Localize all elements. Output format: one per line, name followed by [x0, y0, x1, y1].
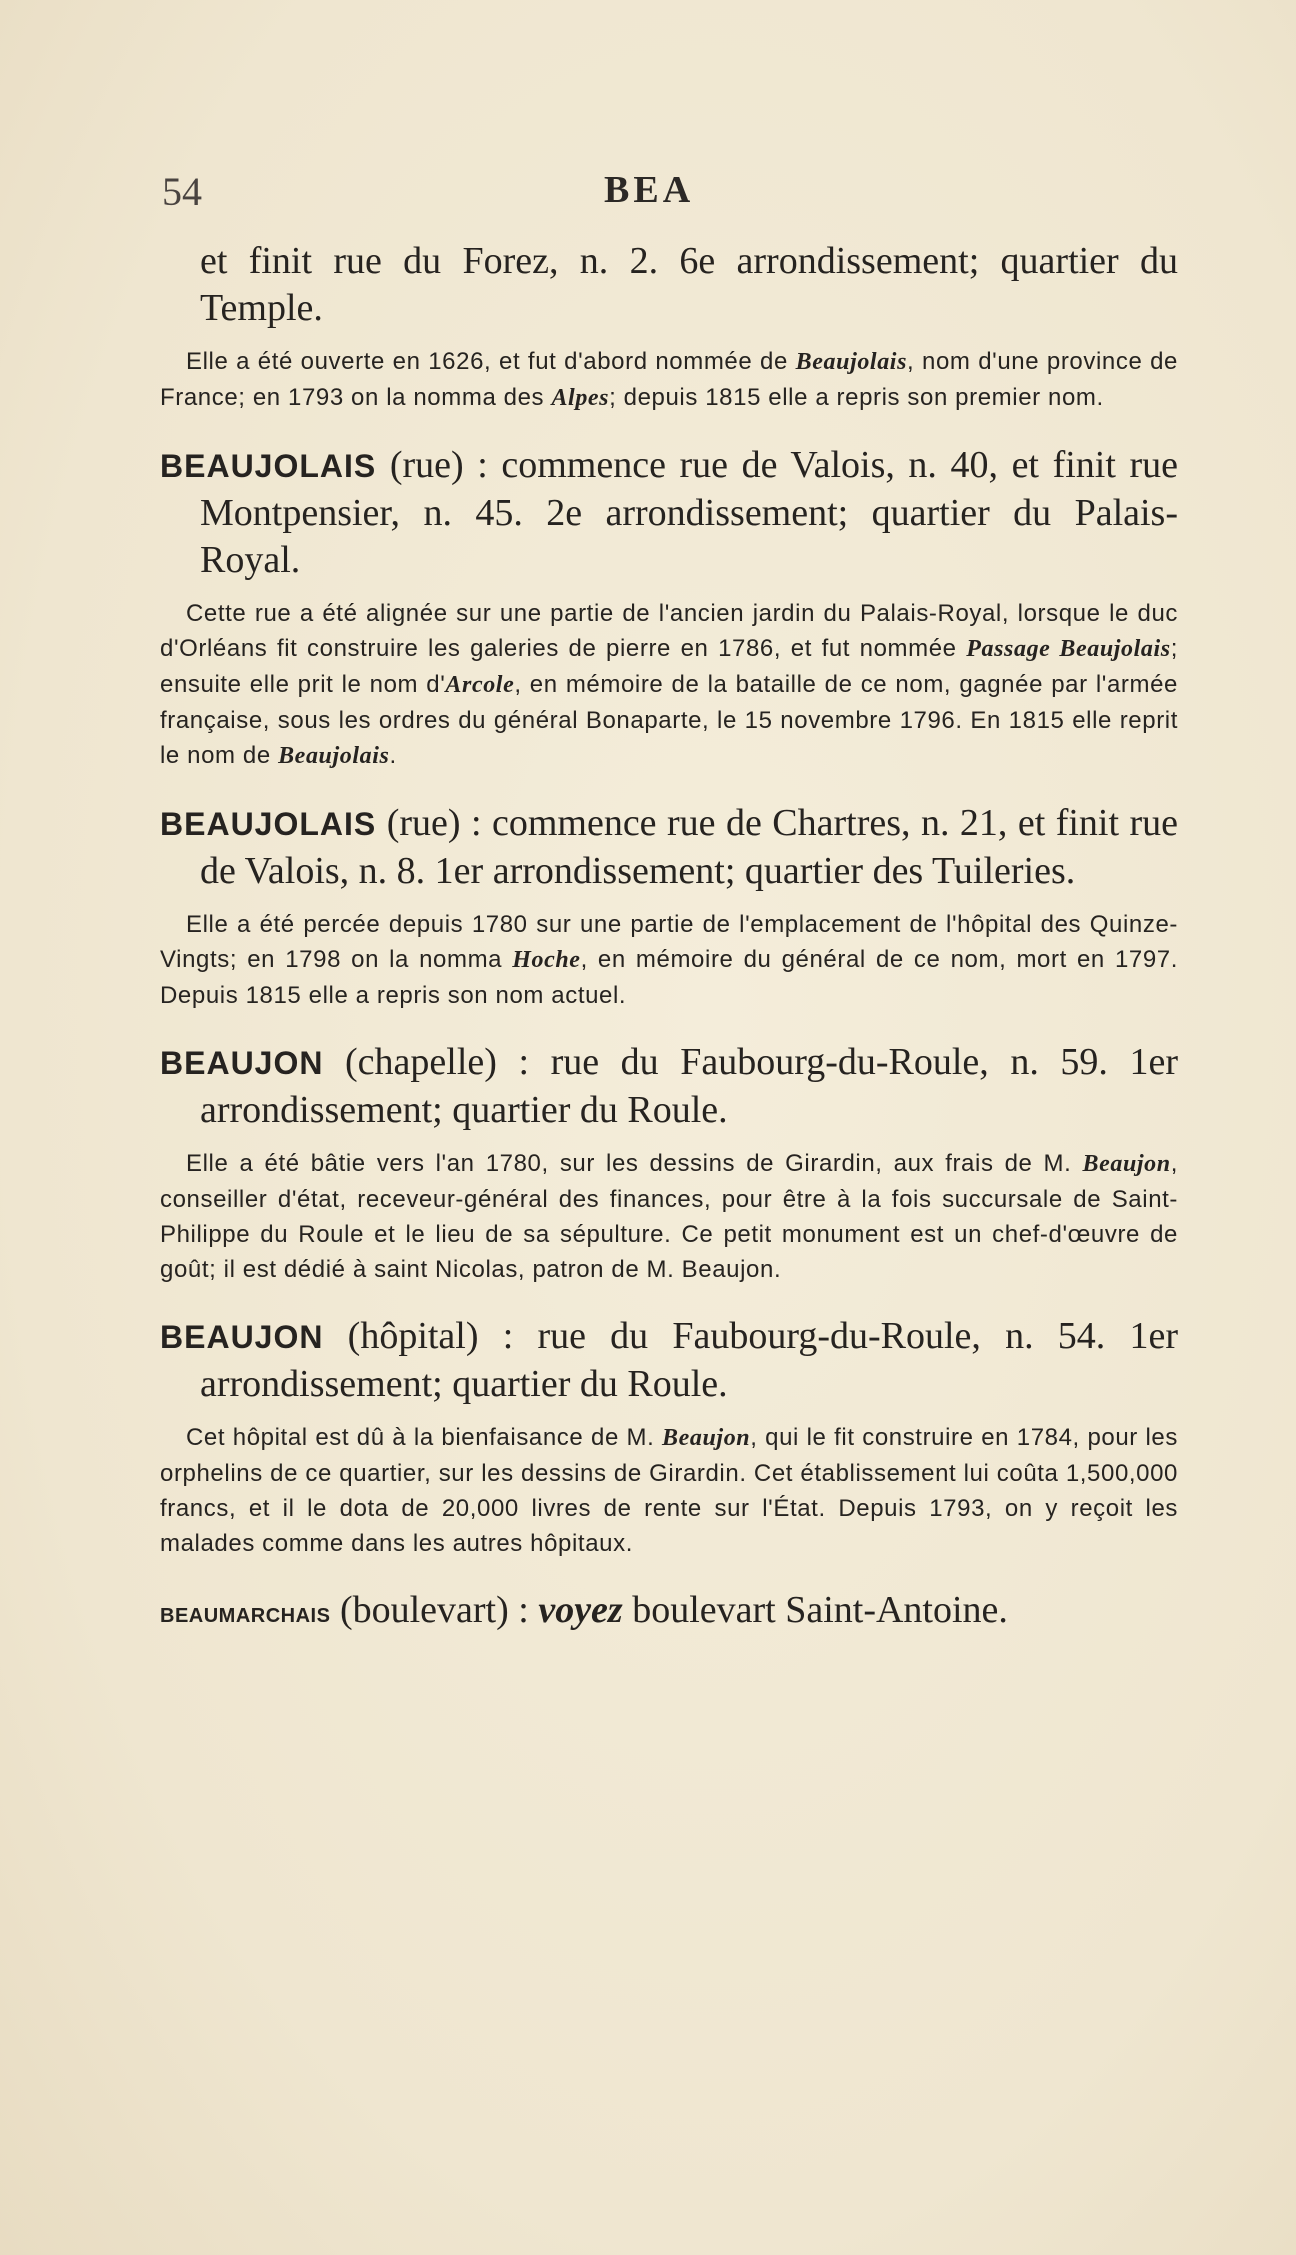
entry-keyword: BEAUJON	[160, 1319, 324, 1355]
entry-main-text: BEAUJON (chapelle) : rue du Faubourg-du-Roule, n. 59. 1er arrondissement; quartier du Roule.	[160, 1041, 1178, 1131]
entry-note: Elle a été ouverte en 1626, et fut d'abord nommée de Beaujolais, nom d'une province de France; en 1793 on la nomma des Alpes; depuis 1815 elle a repris son premier nom.	[160, 348, 1179, 411]
entry-keyword: BEAUJOLAIS	[160, 806, 377, 842]
page-content	[160, 238, 1178, 1640]
entry-beaujon-chapelle	[160, 1039, 1178, 1287]
entry-keyword: BEAUMARCHAIS	[160, 1605, 331, 1627]
entry-beaujon-hopital	[160, 1313, 1178, 1561]
entry-note: Elle a été bâtie vers l'an 1780, sur les dessins de Girardin, aux frais de M. Beaujon, conseiller d'état, receveur-général des finances, pour être à la fois succursale de Saint-Philippe du Roule et le lieu de sa sépulture. Ce petit monument est un chef-d'œuvre de goût; il est dédié à saint Nicolas, patron de M. Beaujon.	[160, 1150, 1178, 1283]
entry-keyword: BEAUJON	[160, 1045, 324, 1081]
entry-main-text: BEAUJON (hôpital) : rue du Faubourg-du-Roule, n. 54. 1er arrondissement; quartier du Roule.	[160, 1315, 1178, 1405]
entry-note: Cet hôpital est dû à la bienfaisance de M. Beaujon, qui le fit construire en 1784, pour les orphelins de ce quartier, sur les dessins de Girardin. Cet établissement lui coûta 1,500,000 francs, et il le dota de 20,000 livres de rente sur l'État. Depuis 1793, on y reçoit les malades comme dans les autres hôpitaux.	[160, 1424, 1178, 1557]
entry-main-text: et finit rue du Forez, n. 2. 6e arrondissement; quartier du Temple.	[200, 240, 1178, 329]
page-header	[162, 168, 1172, 216]
entry-continuation	[160, 238, 1178, 416]
entry-keyword: BEAUJOLAIS	[160, 448, 377, 484]
page-number: 54	[162, 169, 202, 214]
entry-note: Cette rue a été alignée sur une partie de l'ancien jardin du Palais-Royal, lorsque le duc d'Orléans fit construire les galeries de pierre en 1786, et fut nommée Passage Beaujolais; ensuite elle prit le nom d'Arcole, en mémoire de la bataille de ce nom, gagnée par l'armée française, sous les ordres du général Bonaparte, le 15 novembre 1796. En 1815 elle reprit le nom de Beaujolais.	[160, 600, 1178, 769]
entry-beaujolais-palais-royal	[160, 442, 1178, 774]
entry-main-text: BEAUMARCHAIS (boulevart) : voyez boulevart Saint-Antoine.	[160, 1589, 1008, 1631]
entry-main-text: BEAUJOLAIS (rue) : commence rue de Chartres, n. 21, et finit rue de Valois, n. 8. 1er arrondissement; quartier des Tuileries.	[160, 802, 1178, 892]
entry-beaumarchais	[160, 1587, 1178, 1640]
entry-main-text: BEAUJOLAIS (rue) : commence rue de Valois, n. 40, et finit rue Montpensier, n. 45. 2e arrondissement; quartier du Palais-Royal.	[160, 444, 1178, 581]
entry-beaujolais-tuileries	[160, 800, 1178, 1013]
entry-note: Elle a été percée depuis 1780 sur une partie de l'emplacement de l'hôpital des Quinze-Vingts; en 1798 on la nomma Hoche, en mémoire du général de ce nom, mort en 1797. Depuis 1815 elle a repris son nom actuel.	[160, 911, 1178, 1009]
running-head: BEA	[604, 169, 695, 211]
